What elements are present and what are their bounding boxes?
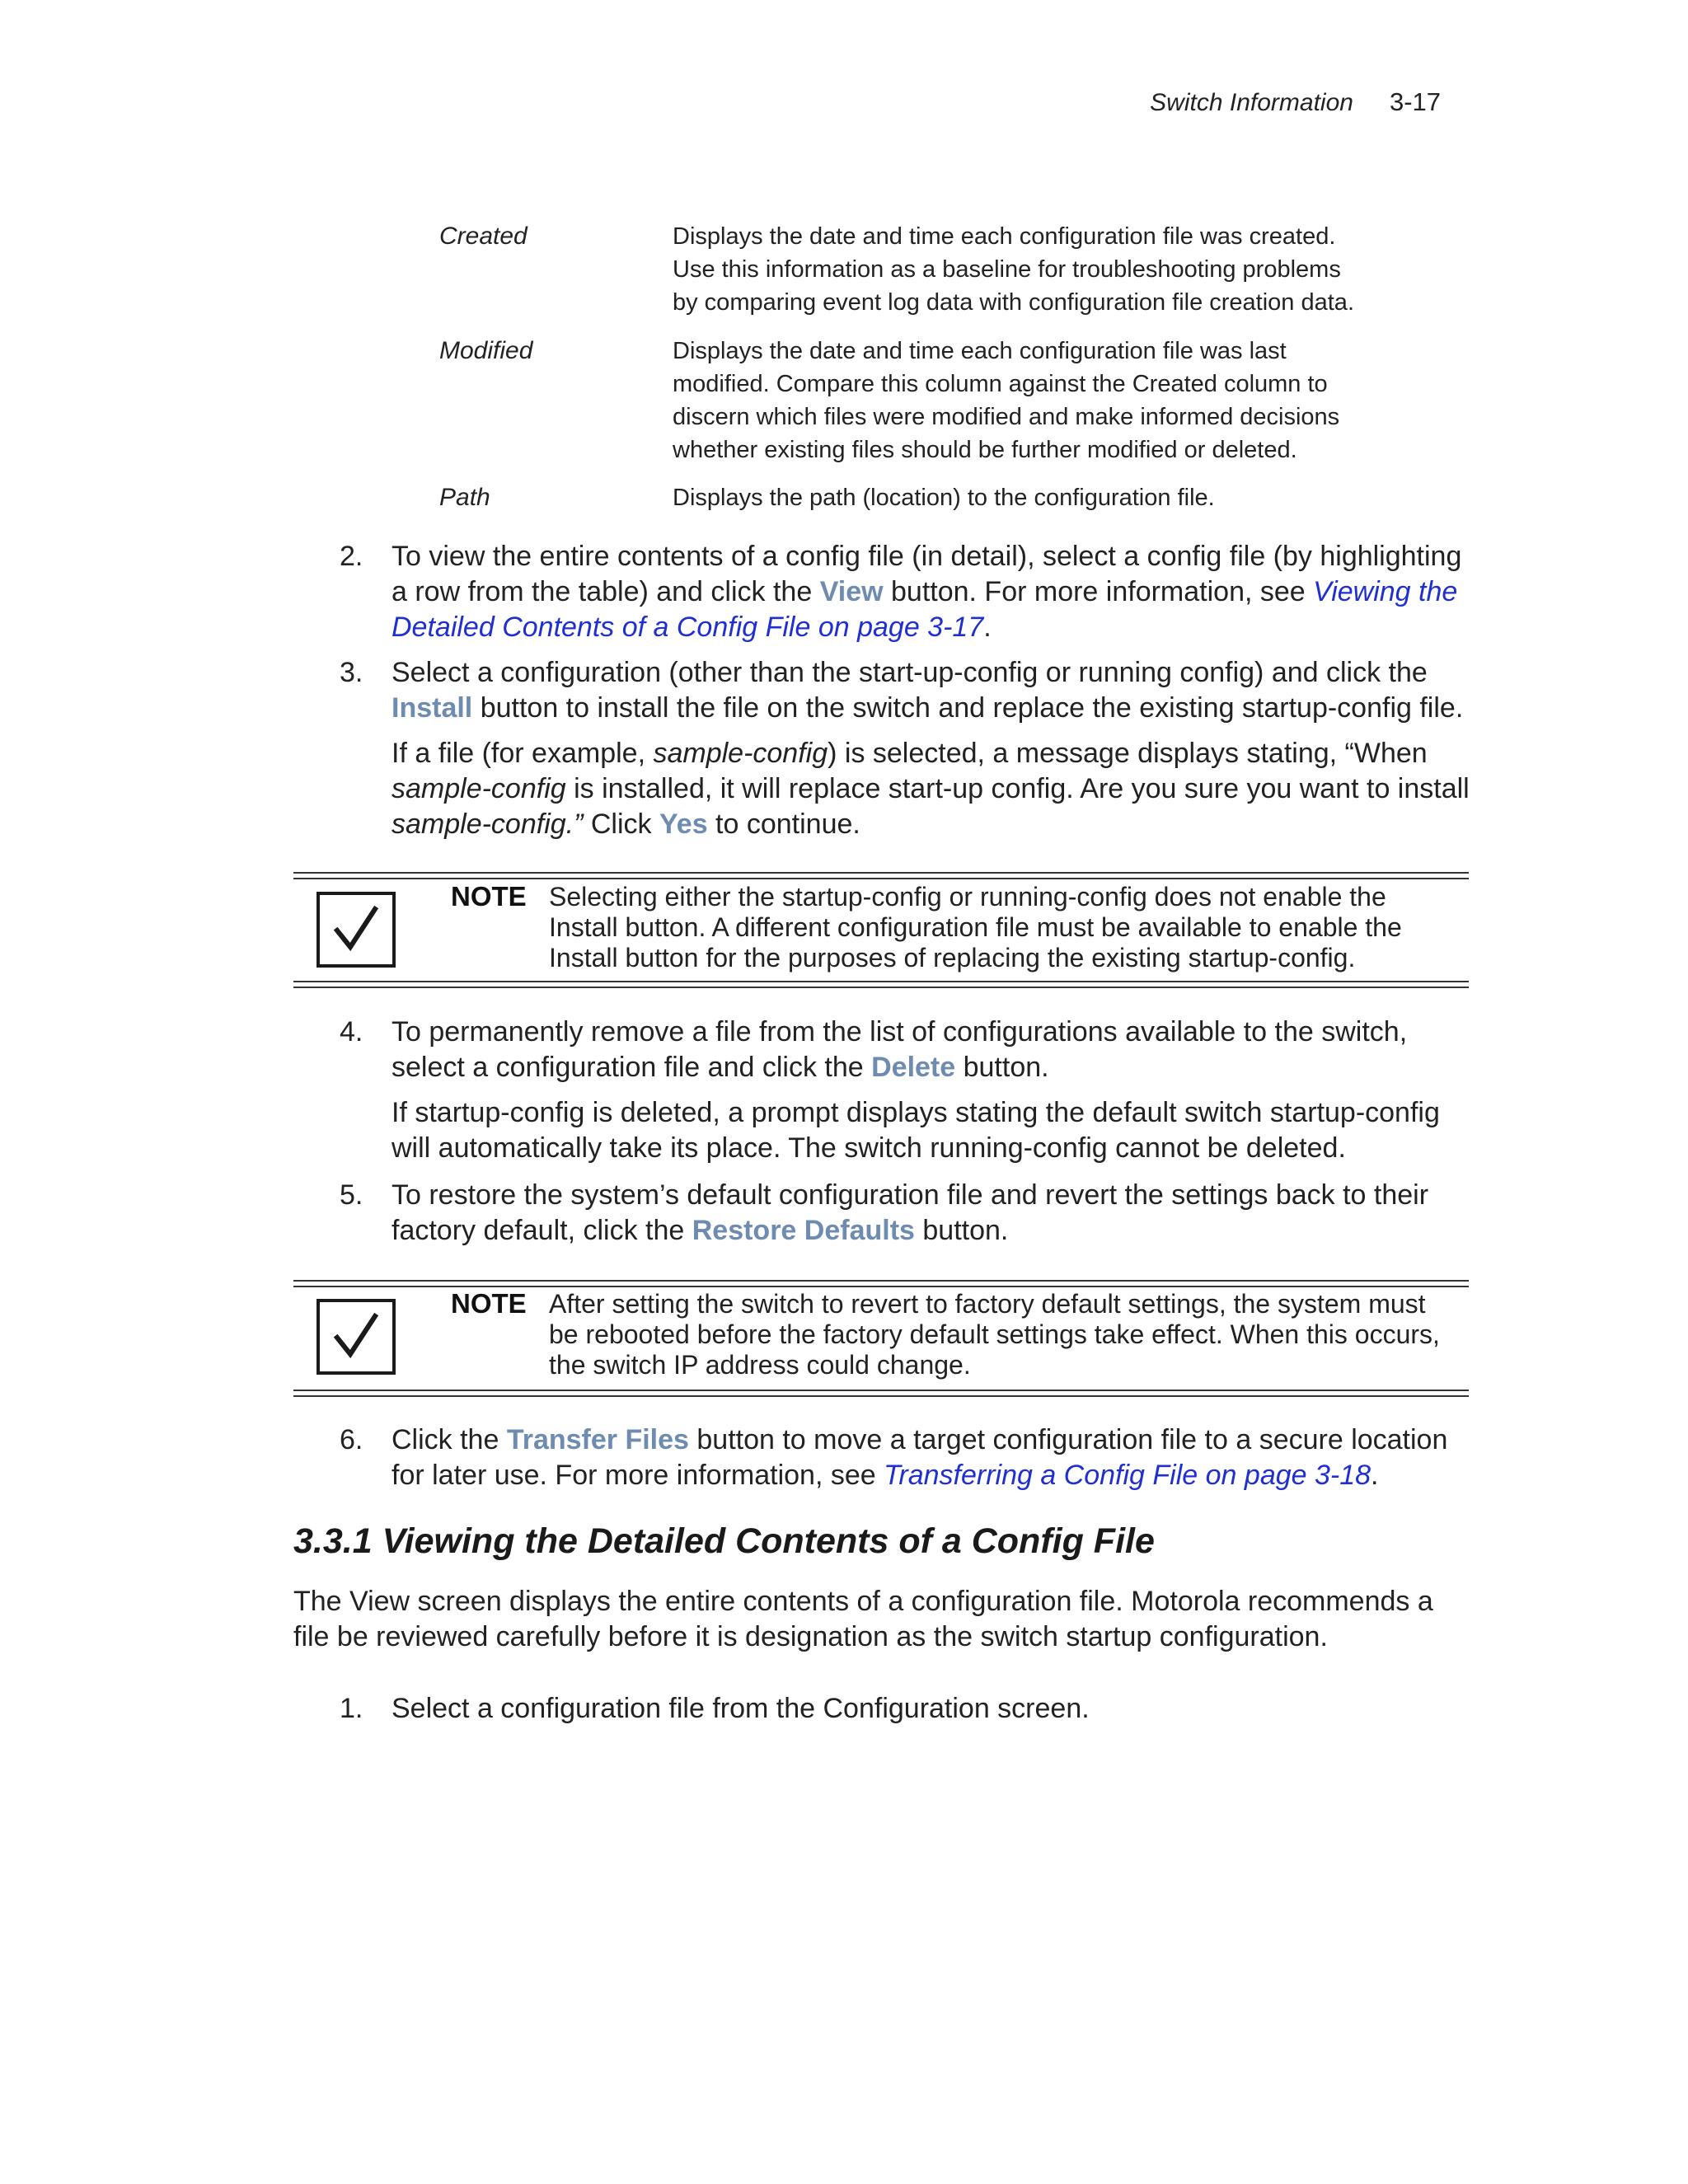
header-section-title: Switch Information [1150,89,1353,116]
viewing-contents-link[interactable]: Viewing the Detailed Contents of a Config File on page 3-17 [392,576,1458,643]
delete-button-ref: Delete [871,1052,956,1083]
restore-defaults-button-ref: Restore Defaults [692,1215,915,1246]
definition-desc-path: Displays the path (location) to the configuration file. [673,485,1215,511]
note-1-top-rule [293,872,1469,874]
step-number-4: 4. [340,1016,363,1047]
step-number-5: 5. [340,1179,363,1211]
view-button-ref: View [819,576,884,607]
note-2-top-rule [293,1280,1469,1282]
section-heading: 3.3.1 Viewing the Detailed Contents of a Config File [293,1521,1155,1561]
transferring-config-link[interactable]: Transferring a Config File on page 3-18 [884,1460,1372,1491]
definition-term-path: Path [439,484,490,511]
section-step-number-1: 1. [340,1693,363,1724]
step-2-text: To view the entire contents of a config file (in detail), select a config file (by highlighting a row from the table) and click the View button. For more information, see Viewing the Detailed Contents of a Config File on page 3-17. [392,541,1462,643]
definition-desc-modified: Displays the date and time each configuration file was last modified. Compare this column against the Created column to discern which files were modified and make informed decisions whether existing files should be further modified or deleted. [673,338,1340,463]
definition-term-modified: Modified [439,337,533,364]
note-1-bottom-rule [293,981,1469,982]
step-4-text: To permanently remove a file from the list of configurations available to the switch, select a configuration file and click the Delete button. [392,1016,1408,1083]
note-1-text: Selecting either the startup-config or running-config does not enable the Install button. A different configuration file must be available to enable the Install button for the purposes of replacing the existing startup-config. [549,882,1402,972]
note-2-top-rule-inner [293,1286,1469,1287]
note-2-text: After setting the switch to revert to factory default settings, the system must be rebooted before the factory default settings take effect. When this occurs, the switch IP address could change. [549,1289,1440,1380]
checkmark-icon [316,1299,396,1375]
page-number: 3-17 [1389,87,1441,116]
note-2-label: NOTE [451,1288,527,1319]
step-6-text: Click the Transfer Files button to move a target configuration file to a secure location for later use. For more information, see Transferring a Config File on page 3-18. [392,1424,1448,1491]
transfer-files-button-ref: Transfer Files [506,1424,689,1455]
note-1-label: NOTE [451,881,527,912]
section-intro: The View screen displays the entire contents of a configuration file. Motorola recommends a file be reviewed carefully before it is designation as the switch startup configuration. [293,1586,1433,1652]
note-1-bottom-rule-inner [293,987,1469,988]
step-number-2: 2. [340,541,363,572]
section-step-1-text: Select a configuration file from the Configuration screen. [392,1693,1090,1724]
step-3-subparagraph: If a file (for example, sample-config) is selected, a message displays stating, “When sample-config is installed, it will replace start-up config. Are you sure you want to install sample-config.” Click Yes to continue. [392,738,1470,840]
note-2-bottom-rule-inner [293,1395,1469,1397]
definition-term-created: Created [439,223,528,250]
step-number-6: 6. [340,1424,363,1455]
step-number-3: 3. [340,657,363,688]
yes-button-ref: Yes [659,808,708,840]
step-3-text: Select a configuration (other than the start-up-config or running config) and click the Install button to install the file on the switch and replace the existing startup-config file. [392,657,1464,724]
install-button-ref: Install [392,692,473,724]
step-4-subparagraph: If startup-config is deleted, a prompt displays stating the default switch startup-config will automatically take its place. The switch running-config cannot be deleted. [392,1097,1440,1164]
definition-desc-created: Displays the date and time each configuration file was created. Use this information as a baseline for troubleshooting problems by comparing event log data with configuration file creation data. [673,223,1354,316]
running-header [1150,87,1441,117]
note-2-bottom-rule [293,1390,1469,1391]
note-1-top-rule-inner [293,878,1469,879]
step-5-text: To restore the system’s default configuration file and revert the settings back to their factory default, click the Restore Defaults button. [392,1179,1429,1246]
checkmark-icon [316,892,396,968]
